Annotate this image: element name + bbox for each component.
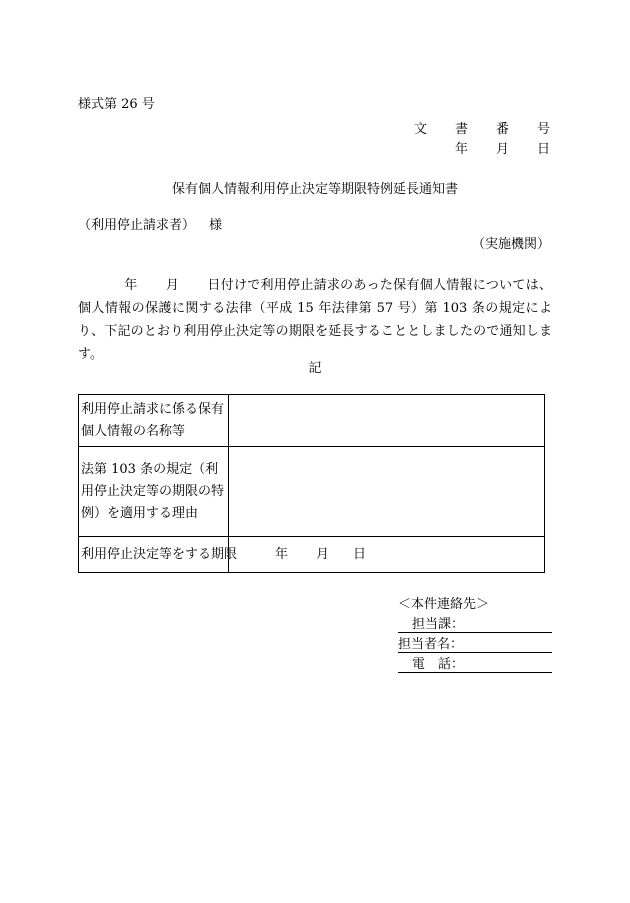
table-row xyxy=(79,447,545,537)
contact-dept xyxy=(398,618,552,633)
limit-month: 月 xyxy=(316,546,330,562)
row1-label: 利用停止請求に係る保有個人情報の名称等 xyxy=(79,395,229,447)
limit-day: 日 xyxy=(353,546,367,562)
doc-number-char: 番 xyxy=(495,122,509,137)
addressee-name: （利用停止請求者） xyxy=(78,218,196,233)
document-number-label xyxy=(414,118,550,137)
row3-label: 利用停止決定等をする期限 xyxy=(79,537,229,573)
limit-date xyxy=(231,547,366,562)
form-number: 様式第 26 号 xyxy=(78,97,155,112)
contact-heading: ＜本件連絡先＞ xyxy=(398,597,490,612)
contact-phone xyxy=(398,658,552,673)
limit-year: 年 xyxy=(275,546,289,562)
date-char: 月 xyxy=(495,142,509,157)
doc-number-char: 書 xyxy=(454,122,468,137)
contact-phone-label: 電 話： xyxy=(412,657,465,672)
doc-number-char: 号 xyxy=(536,122,550,137)
addressee-honorific: 様 xyxy=(209,218,223,233)
ki-heading: 記 xyxy=(308,361,322,376)
doc-number-char: 文 xyxy=(413,122,427,137)
document-date-label xyxy=(455,138,550,157)
table-row xyxy=(79,395,545,447)
contact-dept-label: 担当課： xyxy=(412,617,465,632)
notice-body xyxy=(78,274,552,366)
contact-person-label: 担当者名： xyxy=(398,637,464,652)
body-month: 月 xyxy=(165,278,180,293)
row3-value[interactable] xyxy=(229,537,545,573)
body-year: 年 xyxy=(124,278,138,293)
table-row xyxy=(79,537,545,573)
date-char: 日 xyxy=(536,142,550,157)
date-char: 年 xyxy=(454,142,468,157)
row2-label: 法第 103 条の規定（利用停止決定等の期限の特例）を適用する理由 xyxy=(79,447,229,537)
row1-value[interactable] xyxy=(229,395,545,447)
info-table xyxy=(78,394,545,573)
document-title: 保有個人情報利用停止決定等期限特例延長通知書 xyxy=(171,182,458,197)
contact-person xyxy=(398,638,552,653)
body-text: 日付けで利用停止請求のあった保有個人情報については、個人情報の保護に関する法律（平成 15 年法律第 57 号）第 103 条の規定により、下記のとおり利用停止決定等の期限を延長することとしましたので通知します。 xyxy=(78,278,552,362)
row2-value[interactable] xyxy=(229,447,545,537)
issuer: （実施機関） xyxy=(471,237,550,252)
addressee xyxy=(78,219,222,232)
